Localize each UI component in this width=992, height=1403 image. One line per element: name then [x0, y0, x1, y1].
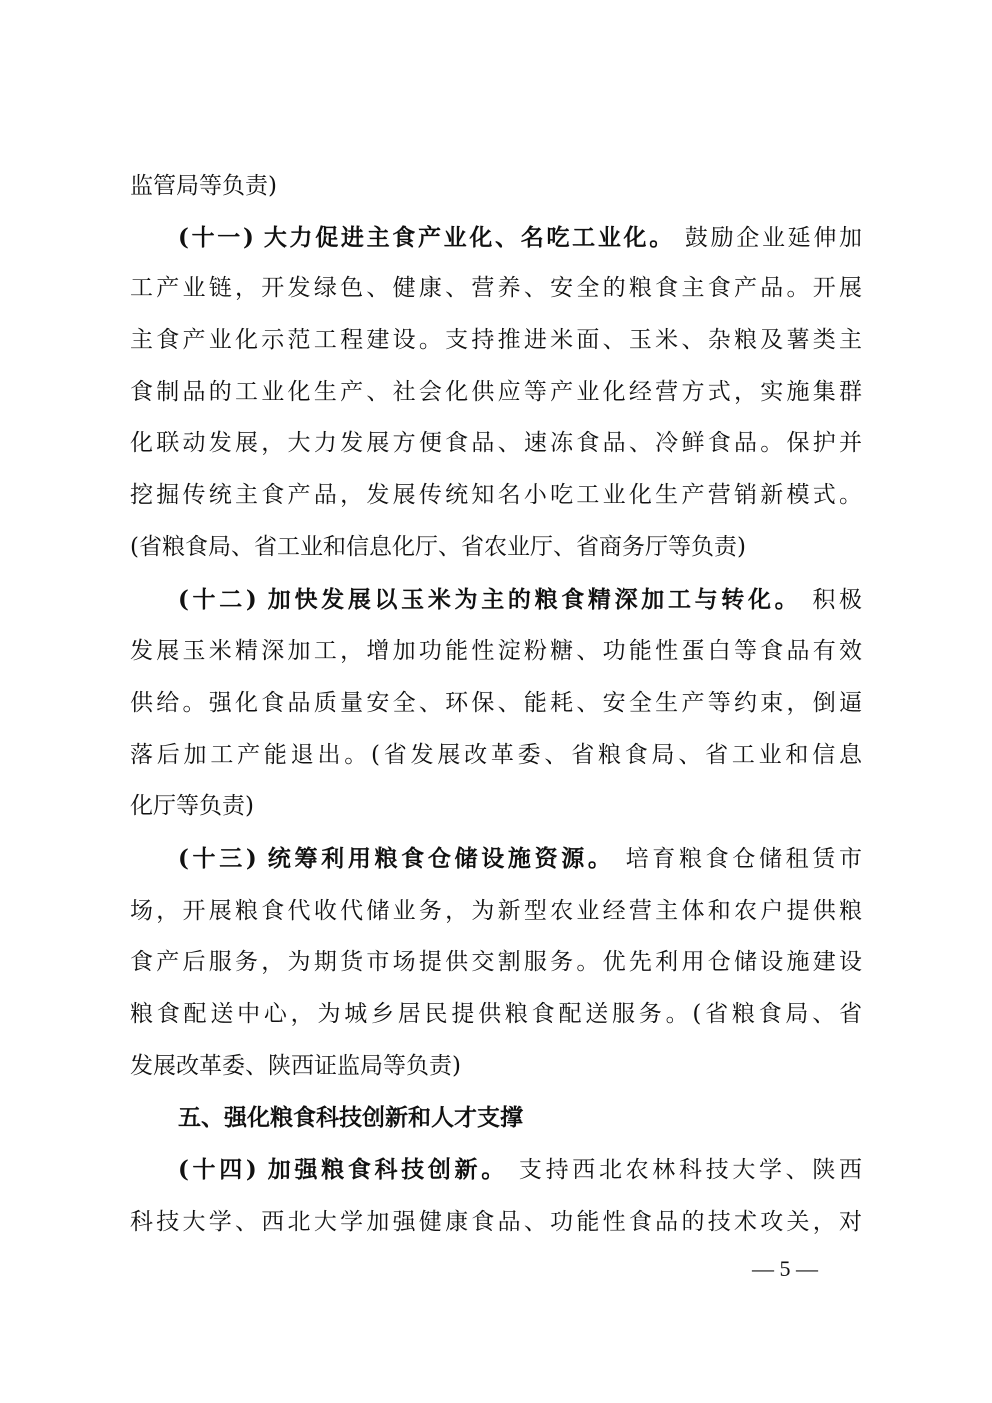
item-title: 大力促进主食产业化、名吃工业化。: [263, 224, 675, 251]
text-line: 食制品的工业化生产、社会化供应等产业化经营方式，实施集群: [130, 379, 862, 405]
section-heading: 五、强化粮食科技创新和人才支撑: [178, 1105, 523, 1131]
page-number: — 5 —: [752, 1256, 818, 1281]
text-line: 落后加工产能退出。(省发展改革委、省粮食局、省工业和信息: [130, 742, 862, 768]
text-line: (省粮食局、省工业和信息化厅、省农业厅、省商务厅等负责): [130, 534, 746, 560]
text-span: 鼓励企业延伸加: [684, 225, 862, 251]
text-line: 供给。强化食品质量安全、环保、能耗、安全生产等约束，倒逼: [130, 690, 862, 716]
paragraph-12-first-line: [178, 582, 862, 618]
text-line: 食产后服务，为期货市场提供交割服务。优先利用仓储设施建设: [130, 949, 862, 975]
text-line: 化厅等负责): [130, 793, 254, 819]
item-title: 加快发展以玉米为主的粮食精深加工与转化。: [267, 586, 802, 613]
text-line: 科技大学、西北大学加强健康食品、功能性食品的技术攻关，对: [130, 1209, 862, 1235]
item-marker: (十二): [178, 586, 257, 613]
text-line: 粮食配送中心，为城乡居民提供粮食配送服务。(省粮食局、省: [130, 1001, 862, 1027]
text-span: 支持西北农林科技大学、陕西: [518, 1157, 862, 1183]
text-line: 场，开展粮食代收代储业务，为新型农业经营主体和农户提供粮: [130, 898, 862, 924]
item-title: 加强粮食科技创新。: [267, 1156, 508, 1183]
text-line: 主食产业化示范工程建设。支持推进米面、玉米、杂粮及薯类主: [130, 327, 862, 353]
item-title: 统筹利用粮食仓储设施资源。: [267, 845, 615, 872]
text-span: 积极: [812, 587, 862, 613]
text-line: 发展玉米精深加工，增加功能性淀粉糖、功能性蛋白等食品有效: [130, 638, 862, 664]
text-line: 工产业链，开发绿色、健康、营养、安全的粮食主食产品。开展: [130, 275, 862, 301]
text-line: 化联动发展，大力发展方便食品、速冻食品、冷鲜食品。保护并: [130, 430, 862, 456]
item-marker: (十四): [178, 1156, 257, 1183]
text-line: 监管局等负责): [130, 173, 277, 199]
text-line: 挖掘传统主食产品，发展传统知名小吃工业化生产营销新模式。: [130, 482, 862, 508]
paragraph-11-first-line: [178, 220, 862, 256]
text-span: 培育粮食仓储租赁市: [625, 846, 862, 872]
item-marker: (十一): [178, 224, 254, 251]
item-marker: (十三): [178, 845, 257, 872]
paragraph-13-first-line: [178, 841, 862, 877]
text-line: 发展改革委、陕西证监局等负责): [130, 1053, 461, 1079]
paragraph-14-first-line: [178, 1152, 862, 1188]
